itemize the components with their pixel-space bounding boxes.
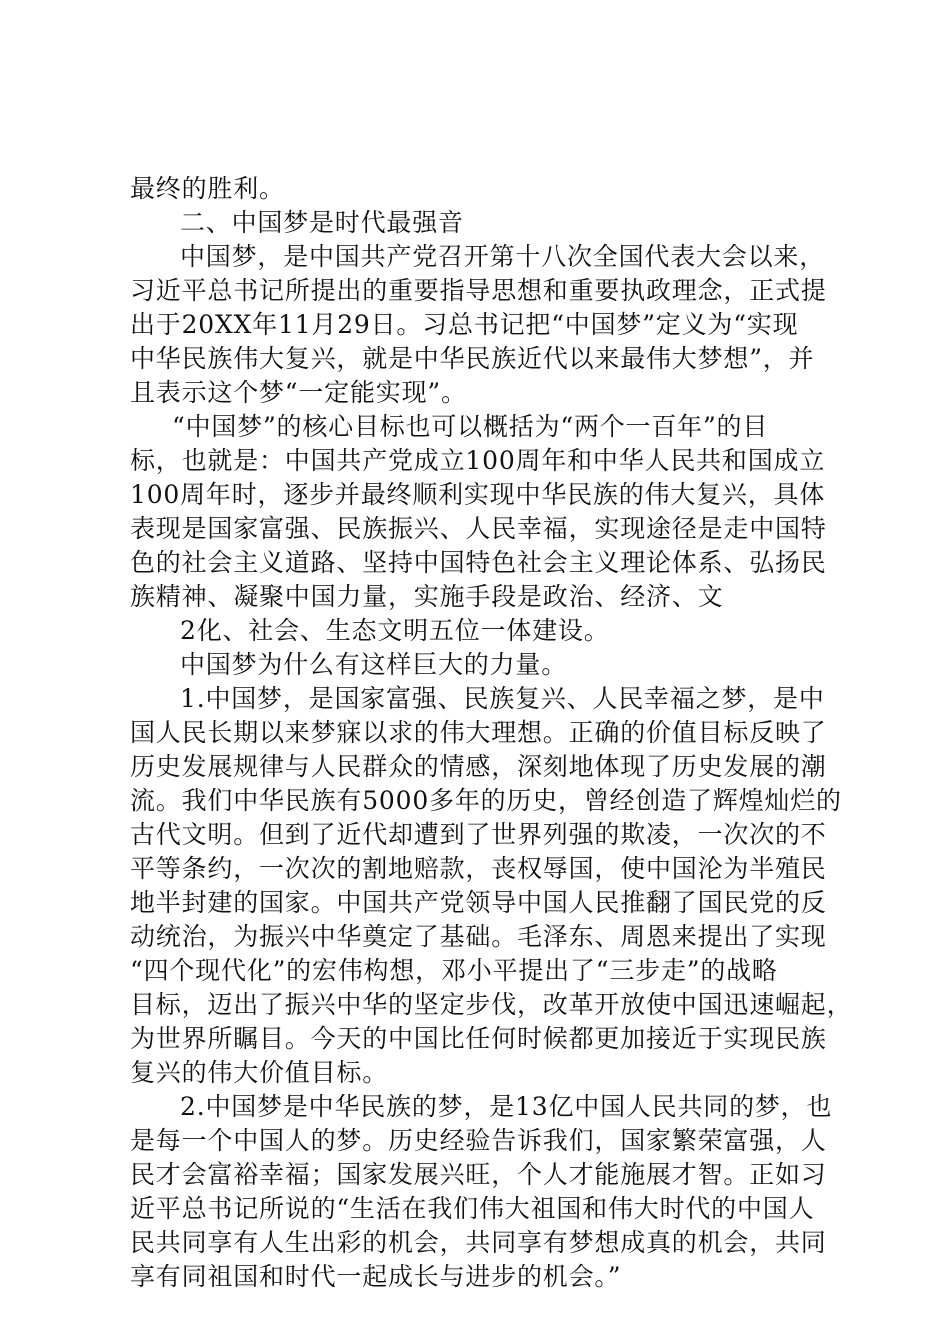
text-line: 流。我们中华民族有5000多年的历史，曾经创造了辉煌灿烂的	[130, 786, 842, 815]
text-line: 享有同祖国和时代一起成长与进步的机会。”	[130, 1262, 622, 1291]
text-line: 地半封建的国家。中国共产党领导中国人民推翻了国民党的反	[130, 888, 827, 917]
text-line: 民共同享有人生出彩的机会，共同享有梦想成真的机会，共同	[130, 1228, 827, 1257]
text-line: “四个现代化”的宏伟构想，邓小平提出了“三步走”的战略	[130, 956, 778, 985]
text-line: 2.中国梦是中华民族的梦，是13亿中国人民共同的梦，也	[180, 1092, 833, 1121]
text-line: 复兴的伟大价值目标。	[130, 1058, 389, 1087]
text-line: 1.中国梦，是国家富强、民族复兴、人民幸福之梦，是中	[180, 684, 825, 713]
text-line: 中国梦，是中国共产党召开第十八次全国代表大会以来，	[180, 242, 826, 271]
text-line: 且表示这个梦“一定能实现”。	[130, 378, 467, 407]
text-line: 目标，迈出了振兴中华的坚定步伐，改革开放使中国迅速崛起，	[130, 990, 853, 1019]
text-line: 标，也就是：中国共产党成立100周年和中华人民共和国成立	[130, 446, 826, 475]
text-line: 中国梦为什么有这样巨大的力量。	[180, 650, 568, 679]
text-line: 中华民族伟大复兴，就是中华民族近代以来最伟大梦想”，并	[130, 344, 815, 373]
text-line: 最终的胜利。	[130, 174, 285, 203]
text-line: 民才会富裕幸福；国家发展兴旺，个人才能施展才智。正如习	[130, 1160, 827, 1189]
text-line: 近平总书记所说的“生活在我们伟大祖国和伟大时代的中国人	[130, 1194, 815, 1223]
text-line: 动统治，为振兴中华奠定了基础。毛泽东、周恩来提出了实现	[130, 922, 827, 951]
text-line: 100周年时，逐步并最终顺利实现中华民族的伟大复兴，具体	[130, 480, 826, 509]
text-line: 出于20XX年11月29日。习总书记把“中国梦”定义为“实现	[130, 310, 799, 339]
text-line: 为世界所瞩目。今天的中国比任何时候都更加接近于实现民族	[130, 1024, 827, 1053]
text-line: 国人民长期以来梦寐以求的伟大理想。正确的价值目标反映了	[130, 718, 827, 747]
text-line: 平等条约，一次次的割地赔款，丧权辱国，使中国沦为半殖民	[130, 854, 827, 883]
text-line: “中国梦”的核心目标也可以概括为“两个一百年”的目	[172, 412, 769, 441]
text-line: 古代文明。但到了近代却遭到了世界列强的欺凌，一次次的不	[130, 820, 827, 849]
text-line: 是每一个中国人的梦。历史经验告诉我们，国家繁荣富强，人	[130, 1126, 827, 1155]
text-line: 习近平总书记所提出的重要指导思想和重要执政理念，正式提	[130, 276, 827, 305]
text-line: 2化、社会、生态文明五位一体建设。	[180, 616, 610, 645]
section-heading: 二、中国梦是时代最强音	[180, 208, 464, 237]
text-line: 历史发展规律与人民群众的情感，深刻地体现了历史发展的潮	[130, 752, 827, 781]
text-line: 色的社会主义道路、坚持中国特色社会主义理论体系、弘扬民	[130, 548, 827, 577]
text-line: 族精神、凝聚中国力量，实施手段是政治、经济、文	[130, 582, 724, 611]
text-line: 表现是国家富强、民族振兴、人民幸福，实现途径是走中国特	[130, 514, 827, 543]
